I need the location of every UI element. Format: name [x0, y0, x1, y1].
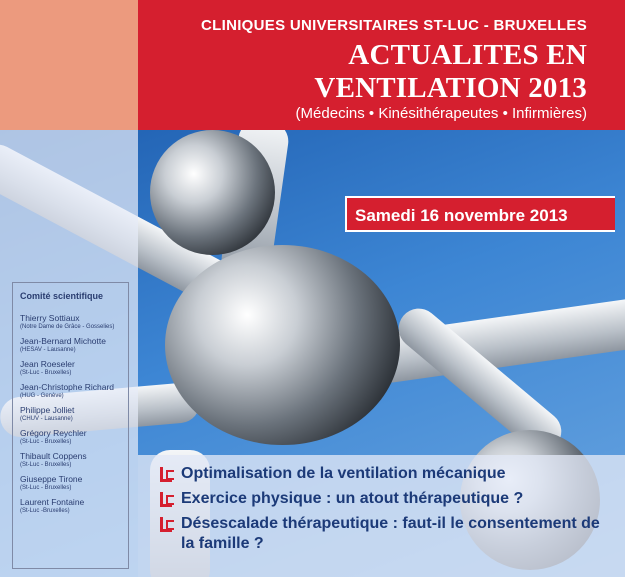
committee-member	[20, 474, 128, 492]
topic-item: Désescalade thérapeutique : faut-il le consentement de la famille ?	[160, 514, 600, 554]
member-name: Thierry Sottiaux	[20, 313, 80, 323]
member-affiliation: (St-Luc - Bruxelles)	[20, 439, 72, 445]
committee-member	[20, 428, 128, 446]
member-name: Giuseppe Tirone	[20, 474, 83, 484]
committee-member	[20, 451, 128, 469]
member-name: Jean Roeseler	[20, 359, 75, 369]
event-title: ACTUALITES EN VENTILATION 2013	[314, 39, 587, 104]
committee-member	[20, 336, 128, 354]
member-affiliation: (St-Luc - Bruxelles)	[20, 370, 72, 376]
header-banner	[138, 0, 625, 130]
stluc-logo-icon	[160, 492, 172, 507]
audience: (Médecins • Kinésithérapeutes • Infirmières)	[295, 105, 587, 122]
member-name: Jean-Bernard Michotte	[20, 336, 106, 346]
member-affiliation: (HUG - Genève)	[20, 393, 64, 399]
committee-member	[20, 497, 128, 515]
member-affiliation: (Notre Dame de Grâce - Gosselies)	[20, 324, 115, 330]
member-affiliation: (St-Luc - Bruxelles)	[20, 485, 72, 491]
member-name: Jean-Christophe Richard	[20, 382, 115, 392]
committee-member	[20, 313, 128, 331]
member-affiliation: (St-Luc - Bruxelles)	[20, 462, 72, 468]
topics-list	[160, 464, 600, 559]
member-name: Laurent Fontaine	[20, 497, 85, 507]
scientific-committee	[12, 282, 129, 569]
member-affiliation: (HESAV - Lausanne)	[20, 347, 76, 353]
member-name: Philippe Jolliet	[20, 405, 75, 415]
stluc-logo-icon	[160, 517, 172, 532]
member-affiliation: (St-Luc -Bruxelles)	[20, 508, 70, 514]
committee-member	[20, 359, 128, 377]
member-name: Grégory Reychler	[20, 428, 87, 438]
committee-member	[20, 405, 128, 423]
institution: CLINIQUES UNIVERSITAIRES ST-LUC - BRUXELLES	[201, 17, 587, 34]
member-affiliation: (CHUV - Lausanne)	[20, 416, 73, 422]
corner-block	[0, 0, 138, 130]
committee-title: Comité scientifique	[20, 291, 104, 301]
topic-item: Exercice physique : un atout thérapeutique ?	[160, 489, 600, 509]
committee-member	[20, 382, 128, 400]
topic-item: Optimalisation de la ventilation mécanique	[160, 464, 600, 484]
member-name: Thibault Coppens	[20, 451, 87, 461]
event-date: Samedi 16 novembre 2013	[345, 196, 615, 232]
stluc-logo-icon	[160, 467, 172, 482]
